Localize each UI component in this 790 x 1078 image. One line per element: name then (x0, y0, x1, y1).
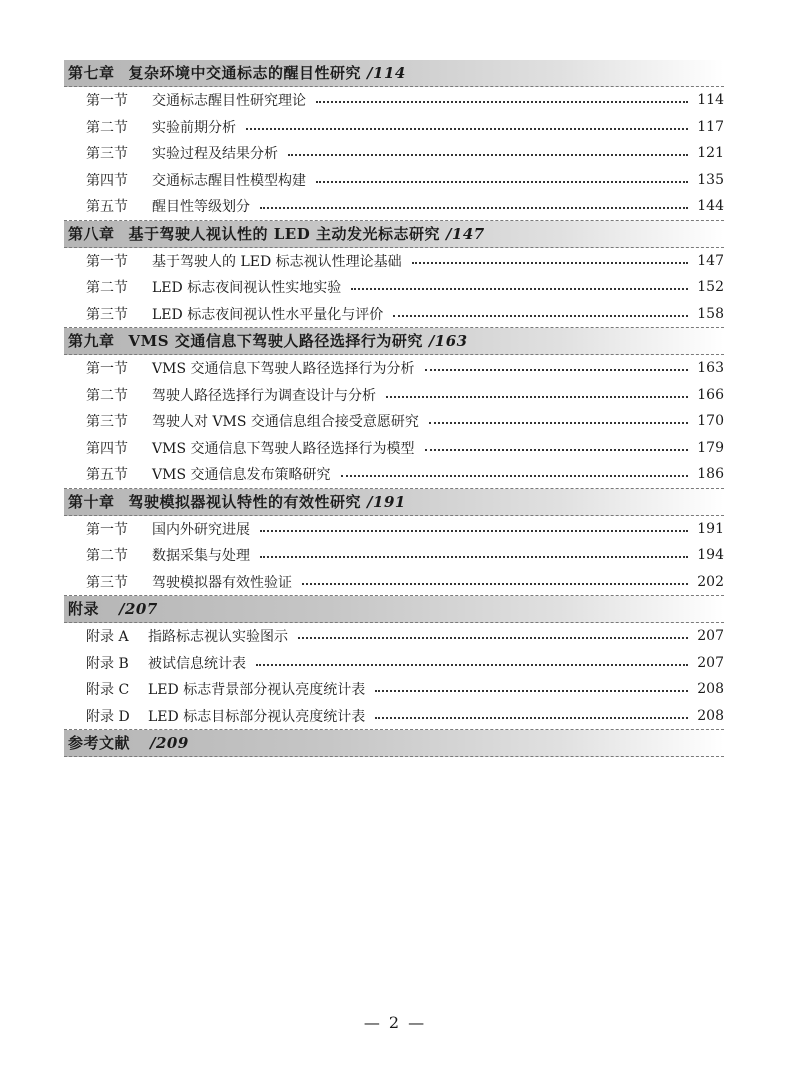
section-label: 第五节 (86, 199, 128, 216)
section-label: 附录 A (86, 629, 129, 646)
toc-entry[interactable] (64, 676, 724, 703)
dot-leader (341, 475, 689, 477)
section-title: 实验前期分析 (152, 119, 236, 136)
dot-leader (260, 556, 688, 558)
dot-leader (316, 181, 688, 183)
section-title: LED 标志夜间视认性水平量化与评价 (152, 306, 384, 323)
chapter-group (64, 596, 724, 730)
toc-entry[interactable] (64, 408, 724, 435)
section-label: 第一节 (86, 521, 128, 538)
toc-entry[interactable] (64, 114, 724, 141)
dot-leader (386, 396, 688, 398)
references-heading[interactable] (64, 730, 724, 757)
toc-entry[interactable] (64, 167, 724, 194)
toc-entry[interactable] (64, 248, 724, 275)
dot-leader (302, 583, 688, 585)
toc-entry[interactable] (64, 650, 724, 677)
section-page: 207 (697, 654, 724, 671)
section-label: 第二节 (86, 119, 128, 136)
chapter-page: /191 (367, 492, 406, 511)
toc-entry[interactable] (64, 623, 724, 650)
section-title: VMS 交通信息发布策略研究 (152, 467, 331, 484)
dot-leader (260, 207, 688, 209)
chapter-group (64, 60, 724, 221)
section-label: 第三节 (86, 574, 128, 591)
toc-entry[interactable] (64, 542, 724, 569)
dot-leader (351, 288, 688, 290)
toc-entry[interactable] (64, 435, 724, 462)
section-label: 第二节 (86, 548, 128, 565)
dot-leader (298, 637, 688, 639)
page-number: — 2 — (363, 1013, 427, 1032)
toc-entry[interactable] (64, 87, 724, 114)
toc-entry[interactable] (64, 355, 724, 382)
section-title: 基于驾驶人的 LED 标志视认性理论基础 (152, 253, 402, 270)
section-page: 208 (697, 707, 724, 724)
section-label: 附录 D (86, 708, 130, 725)
section-label: 附录 B (86, 655, 129, 672)
dot-leader (288, 154, 688, 156)
chapter-page: /147 (445, 224, 485, 243)
chapter-number: 参考文献 (68, 734, 131, 752)
dot-leader (425, 369, 689, 371)
section-page: 135 (697, 171, 724, 188)
section-title: LED 标志夜间视认性实地实验 (152, 280, 342, 297)
table-of-contents (64, 60, 724, 757)
section-page: 121 (697, 145, 724, 162)
chapter-heading[interactable] (64, 60, 724, 87)
dot-leader (256, 664, 688, 666)
chapter-page: /207 (119, 600, 158, 618)
section-title: 实验过程及结果分析 (152, 146, 278, 163)
chapter-page: /163 (428, 332, 468, 350)
section-title: 指路标志视认实验图示 (148, 629, 288, 646)
chapter-group (64, 730, 724, 757)
section-page: 114 (697, 92, 724, 109)
dot-leader (375, 690, 688, 692)
section-title: LED 标志背景部分视认亮度统计表 (148, 682, 366, 699)
chapter-group (64, 328, 724, 489)
dot-leader (429, 422, 688, 424)
section-label: 第三节 (86, 414, 128, 431)
section-page: 147 (697, 252, 724, 269)
section-title: 交通标志醒目性模型构建 (152, 172, 306, 189)
chapter-page: /114 (367, 64, 406, 82)
section-page: 158 (697, 305, 724, 322)
toc-entry[interactable] (64, 193, 724, 221)
chapter-heading[interactable] (64, 328, 724, 355)
section-label: 第三节 (86, 306, 128, 323)
section-label: 第二节 (86, 280, 128, 297)
section-label: 第五节 (86, 467, 128, 484)
chapter-title: 基于驾驶人视认性的 LED 主动发光标志研究 (128, 224, 440, 243)
section-page: 163 (697, 360, 724, 377)
section-label: 第二节 (86, 387, 128, 404)
chapter-number: 附录 (68, 600, 100, 618)
dot-leader (246, 128, 688, 130)
section-title: 驾驶模拟器有效性验证 (152, 574, 292, 591)
dot-leader (425, 449, 689, 451)
section-title: LED 标志目标部分视认亮度统计表 (148, 708, 366, 725)
chapter-number: 第九章 (68, 332, 115, 350)
section-title: 国内外研究进展 (152, 521, 250, 538)
section-title: 数据采集与处理 (152, 548, 250, 565)
dot-leader (412, 262, 688, 264)
section-page: 191 (697, 520, 724, 537)
chapter-title: 驾驶模拟器视认特性的有效性研究 (128, 492, 362, 511)
toc-entry[interactable] (64, 274, 724, 301)
section-label: 第一节 (86, 361, 128, 378)
chapter-number: 第十章 (68, 492, 115, 511)
section-page: 194 (697, 547, 724, 564)
dot-leader (393, 315, 688, 317)
section-label: 第三节 (86, 146, 128, 163)
section-label: 第一节 (86, 93, 128, 110)
section-label: 第四节 (86, 172, 128, 189)
toc-entry[interactable] (64, 301, 724, 329)
appendix-heading[interactable] (64, 596, 724, 623)
chapter-number: 第七章 (68, 64, 115, 82)
chapter-heading[interactable] (64, 221, 724, 248)
section-label: 第一节 (86, 253, 128, 270)
chapter-heading[interactable] (64, 489, 724, 516)
section-title: VMS 交通信息下驾驶人路径选择行为分析 (152, 361, 415, 378)
chapter-group (64, 489, 724, 597)
section-title: 驾驶人对 VMS 交通信息组合接受意愿研究 (152, 414, 419, 431)
section-label: 附录 C (86, 682, 130, 699)
section-title: 驾驶人路径选择行为调查设计与分析 (152, 387, 376, 404)
toc-entry[interactable] (64, 703, 724, 731)
chapter-number: 第八章 (68, 224, 115, 243)
chapter-group (64, 221, 724, 329)
section-label: 第四节 (86, 440, 128, 457)
section-page: 117 (697, 118, 724, 135)
section-title: VMS 交通信息下驾驶人路径选择行为模型 (152, 440, 415, 457)
toc-entry[interactable] (64, 461, 724, 489)
section-page: 170 (697, 413, 724, 430)
section-page: 208 (697, 681, 724, 698)
section-title: 被试信息统计表 (148, 655, 246, 672)
dot-leader (375, 717, 688, 719)
section-page: 202 (697, 573, 724, 590)
chapter-page: /209 (150, 734, 189, 752)
toc-entry[interactable] (64, 569, 724, 597)
section-page: 179 (697, 439, 724, 456)
chapter-title: VMS 交通信息下驾驶人路径选择行为研究 (128, 332, 423, 350)
section-page: 152 (697, 279, 724, 296)
dot-leader (260, 530, 688, 532)
section-page: 144 (697, 198, 724, 215)
dot-leader (316, 101, 688, 103)
toc-entry[interactable] (64, 140, 724, 167)
section-page: 166 (697, 386, 724, 403)
toc-entry[interactable] (64, 516, 724, 543)
section-page: 186 (697, 466, 724, 483)
section-title: 交通标志醒目性研究理论 (152, 93, 306, 110)
chapter-title: 复杂环境中交通标志的醒目性研究 (128, 64, 362, 82)
toc-entry[interactable] (64, 382, 724, 409)
section-title: 醒目性等级划分 (152, 199, 250, 216)
section-page: 207 (697, 628, 724, 645)
